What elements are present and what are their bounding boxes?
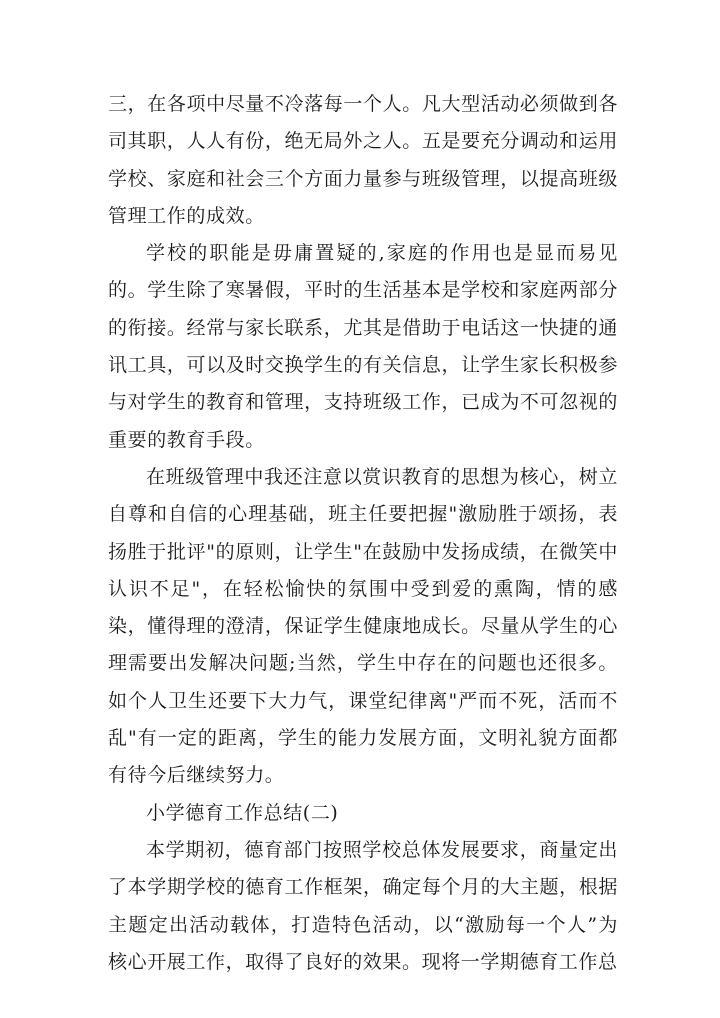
paragraph-continuation: 三，在各项中尽量不冷落每一个人。凡大型活动必须做到各司其职，人人有份，绝无局外之人。五是要充分调动和运用学校、家庭和社会三个方面力量参与班级管理，以提高班级管理工作的成效。 (108, 93, 618, 227)
paragraph-school-family: 学校的职能是毋庸置疑的,家庭的作用也是显而易见的。学生除了寒暑假，平时的生活基本是学校和家庭两部分的衔接。经常与家长联系，尤其是借助于电话这一快捷的通讯工具，可以及时交换学生的有关信息，让学生家长积极参与对学生的教育和管理，支持班级工作，已成为不可忽视的重要的教育手段。 (108, 242, 618, 451)
paragraph-class-management: 在班级管理中我还注意以赏识教育的思想为核心，树立自尊和自信的心理基础，班主任要把握"激励胜于颂扬，表扬胜于批评"的原则，让学生"在鼓励中发扬成绩，在微笑中认识不足"，在轻松愉快的氛围中受到爱的熏陶，情的感染，懂得理的澄清，保证学生健康地成长。尽量从学生的心理需要出发解决问题;当然，学生中存在的问题也还很多。如个人卫生还要下大力气，课堂纪律离"严而不死，活而不乱"有一定的距离，学生的能力发展方面，文明礼貌方面都有待今后继续努力。 (108, 465, 618, 787)
document-page (108, 86, 618, 981)
paragraph-semester-intro: 本学期初，德育部门按照学校总体发展要求，商量定出了本学期学校的德育工作框架，确定每个月的大主题，根据主题定出活动载体，打造特色活动，以“激励每一个人”为核心开展工作，取得了良好的效果。现将一学期德育工作总 (108, 838, 618, 973)
section-heading: 小学德育工作总结(二) (146, 801, 339, 824)
